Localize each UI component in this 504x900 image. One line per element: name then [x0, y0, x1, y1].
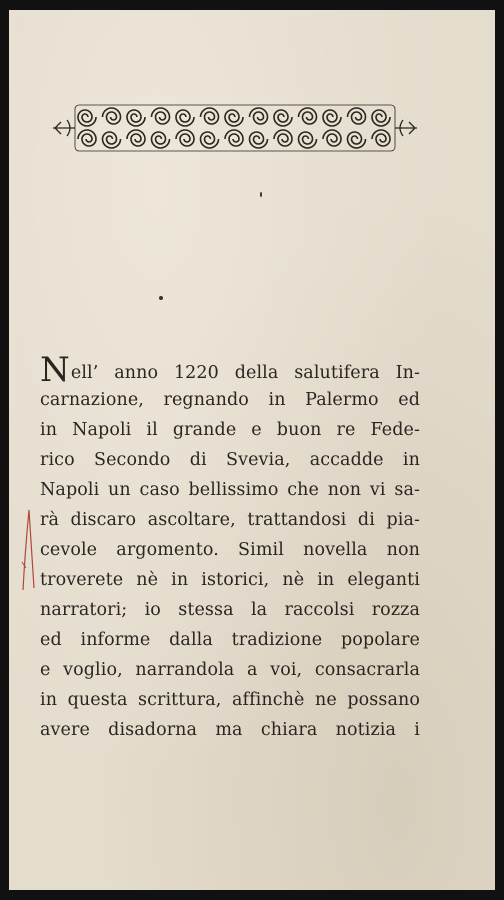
text-line: rico Secondo di Svevia, accadde in: [40, 450, 420, 470]
text-line: troverete nè in istorici, nè in eleganti: [40, 570, 420, 590]
text-line: carnazione, regnando in Palermo ed: [40, 390, 420, 410]
text-line: ed informe dalla tradizione popolare: [40, 630, 420, 650]
text-line: in Napoli il grande e buon re Fede-: [40, 420, 420, 440]
text-line: rà discaro ascoltare, trattandosi di pia-: [40, 510, 420, 530]
text-line: narratori; io stessa la raccolsi rozza: [40, 600, 420, 620]
drop-cap: N: [40, 350, 70, 390]
text-line: avere disadorna ma chiara notizia i: [40, 720, 420, 740]
ink-speck: [159, 296, 163, 300]
body-text: [40, 350, 420, 745]
text-line: Napoli un caso bellissimo che non vi sa-: [40, 480, 420, 500]
scroll-ornament-icon: [53, 102, 417, 154]
ink-speck: [260, 192, 262, 197]
book-page: [9, 10, 495, 890]
text-line: Nell’ anno 1220 della salutifera In-: [40, 350, 420, 390]
text-line: cevole argomento. Simil novella non: [40, 540, 420, 560]
handwritten-margin-mark: [19, 502, 39, 592]
text-line: in questa scrittura, affinchè ne possano: [40, 690, 420, 710]
text-line: e voglio, narrandola a voi, consacrarla: [40, 660, 420, 680]
